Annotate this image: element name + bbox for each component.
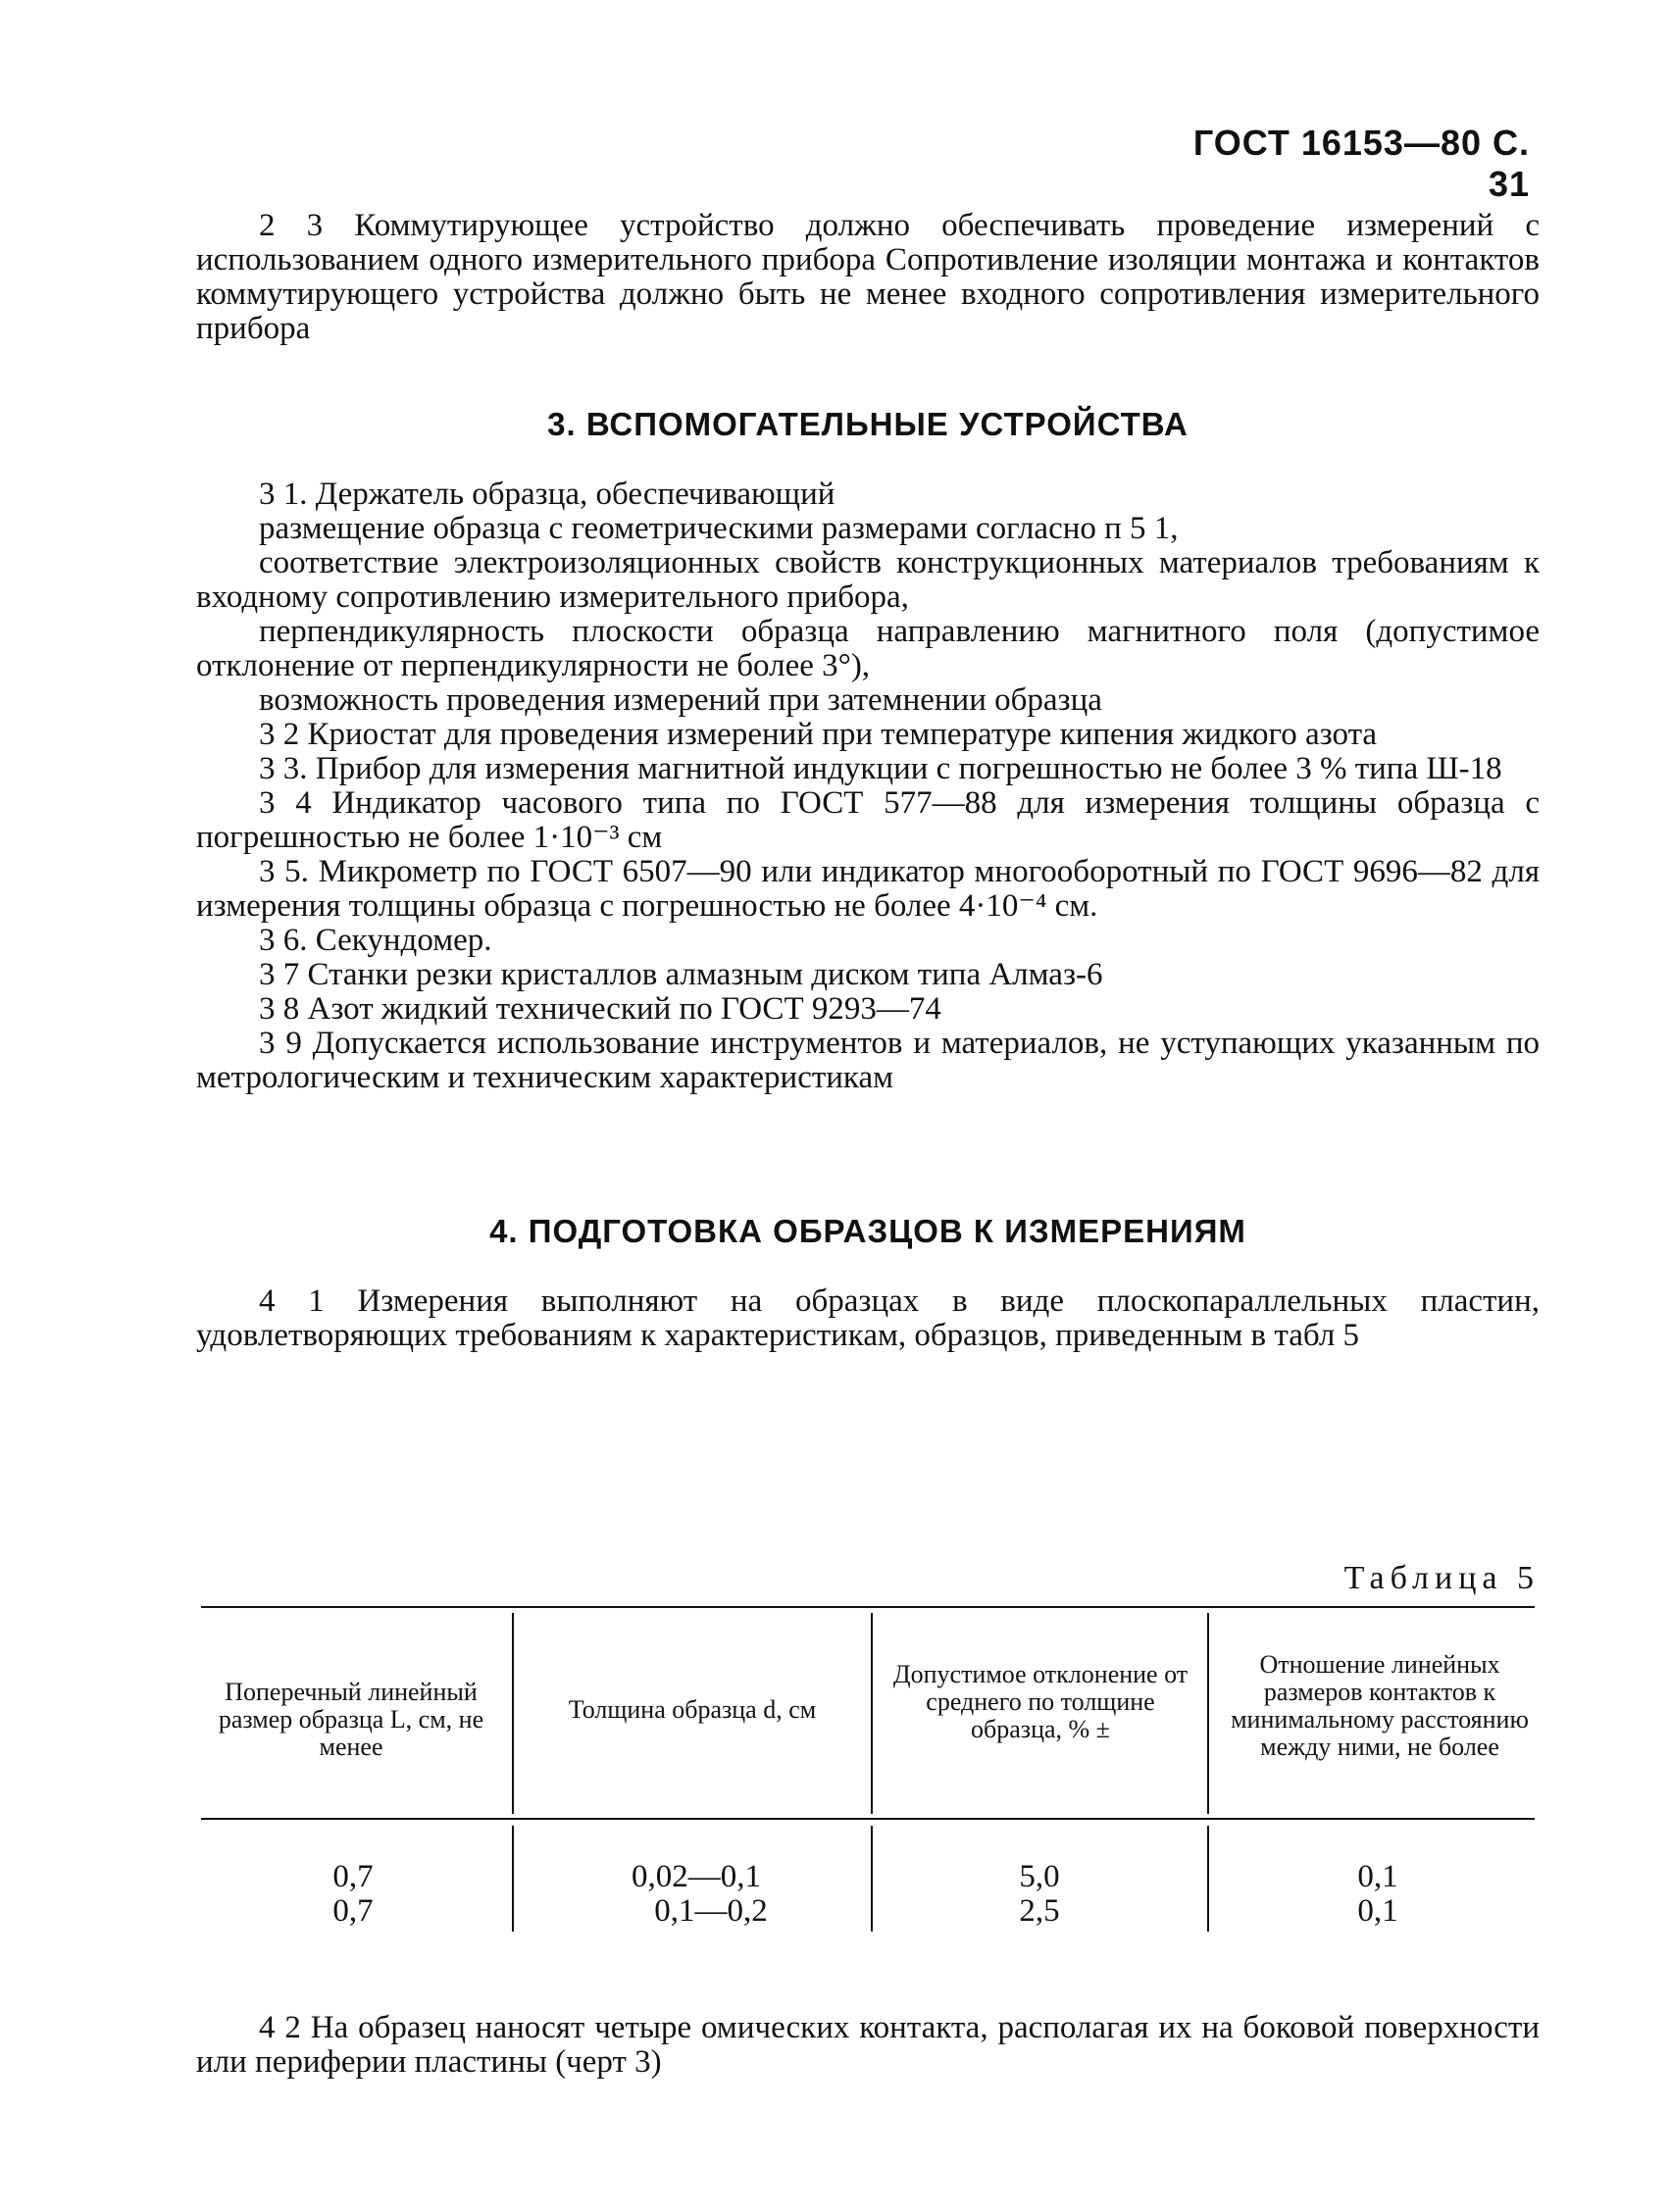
- table-caption: Таблица 5: [1343, 1560, 1540, 1596]
- item-3-4: 3 4 Индикатор часового типа по ГОСТ 577—88 для измерения толщины образца с погрешностью не более 1·10⁻³ см: [196, 785, 1540, 855]
- section-4-title: 4. ПОДГОТОВКА ОБРАЗЦОВ К ИЗМЕРЕНИЯМ: [489, 1213, 1246, 1249]
- item-3-8: 3 8 Азот жидкий технический по ГОСТ 9293—74: [259, 991, 941, 1027]
- body-divider-1: [512, 1826, 514, 1932]
- item-3-1-a: размещение образца с геометрическими размерами согласно п 5 1,: [259, 511, 1179, 546]
- item-3-5: 3 5. Микрометр по ГОСТ 6507—90 или индикатор многооборотный по ГОСТ 9696—82 для измерения толщины образца с погрешностью не более 4·10⁻⁴ см.: [196, 854, 1540, 924]
- cell-r1-c3: 5,0: [1019, 1859, 1060, 1894]
- table-header-rule: [201, 1818, 1535, 1820]
- header-cell-2: Толщина образца d, см: [568, 1695, 817, 1724]
- paragraph-2-3: 2 3 Коммутирующее устройство должно обеспечивать проведение измерений с использованием одного измерительного прибора Сопротивление изоляции монтажа и контактов коммутирующего устройства должно быть не менее входного сопротивления измерительного прибора: [196, 208, 1540, 346]
- header-cell-4: Отношение линейных размеров контактов к минимальному расстоянию между ними, не более: [1231, 1650, 1529, 1761]
- cell-r2-c2: 0,1—0,2: [654, 1893, 768, 1929]
- item-3-1-d: возможность проведения измерений при затемнении образца: [259, 682, 1102, 718]
- item-3-1: 3 1. Держатель образца, обеспечивающий: [259, 477, 835, 512]
- item-3-2: 3 2 Криостат для проведения измерений при температуре кипения жидкого азота: [259, 717, 1378, 752]
- section-3-title: 3. ВСПОМОГАТЕЛЬНЫЕ УСТРОЙСТВА: [547, 406, 1189, 442]
- paragraph-4-1: 4 1 Измерения выполняют на образцах в виде плоскопараллельных пластин, удовлетворяющих требованиям к характеристикам, образцов, приведенным в табл 5: [196, 1283, 1540, 1353]
- header-divider-3: [1207, 1613, 1209, 1814]
- cell-r1-c1: 0,7: [332, 1859, 374, 1894]
- item-3-9: 3 9 Допускается использование инструментов и материалов, не уступающих указанным по метрологическим и техническим характеристикам: [196, 1026, 1540, 1095]
- cell-r1-c2: 0,02—0,1: [632, 1859, 761, 1894]
- item-3-1-b: соответствие электроизоляционных свойств конструкционных материалов требованиям к входному сопротивлению измерительного прибора,: [196, 545, 1540, 615]
- header-cell-1: Поперечный линейный размер образца L, см, не менее: [218, 1678, 484, 1761]
- header-divider-2: [871, 1613, 873, 1814]
- item-3-7: 3 7 Станки резки кристаллов алмазным диском типа Алмаз-6: [259, 957, 1103, 992]
- header-divider-1: [512, 1613, 514, 1814]
- cell-r2-c3: 2,5: [1019, 1893, 1060, 1929]
- item-3-3: 3 3. Прибор для измерения магнитной индукции с погрешностью не более 3 % типа Ш-18: [259, 751, 1502, 786]
- section-3-list: [196, 478, 1540, 1095]
- item-3-6: 3 6. Секундомер.: [259, 923, 492, 958]
- table-top-rule: [201, 1606, 1535, 1608]
- item-3-1-c: перпендикулярность плоскости образца направлению магнитного поля (допустимое отклонение от перпендикулярности не более 3°),: [196, 614, 1540, 683]
- cell-r1-c4: 0,1: [1357, 1859, 1398, 1894]
- paragraph-4-2: 4 2 На образец наносят четыре омических контакта, располагая их на боковой поверхности или периферии пластины (черт 3): [196, 2010, 1540, 2080]
- header-cell-3: Допустимое отклонение от среднего по толщине образца, % ±: [892, 1660, 1189, 1743]
- body-divider-3: [1207, 1826, 1209, 1932]
- cell-r2-c4: 0,1: [1357, 1893, 1398, 1929]
- cell-r2-c1: 0,7: [332, 1893, 374, 1929]
- page-header: ГОСТ 16153—80 С. 31: [1192, 123, 1530, 204]
